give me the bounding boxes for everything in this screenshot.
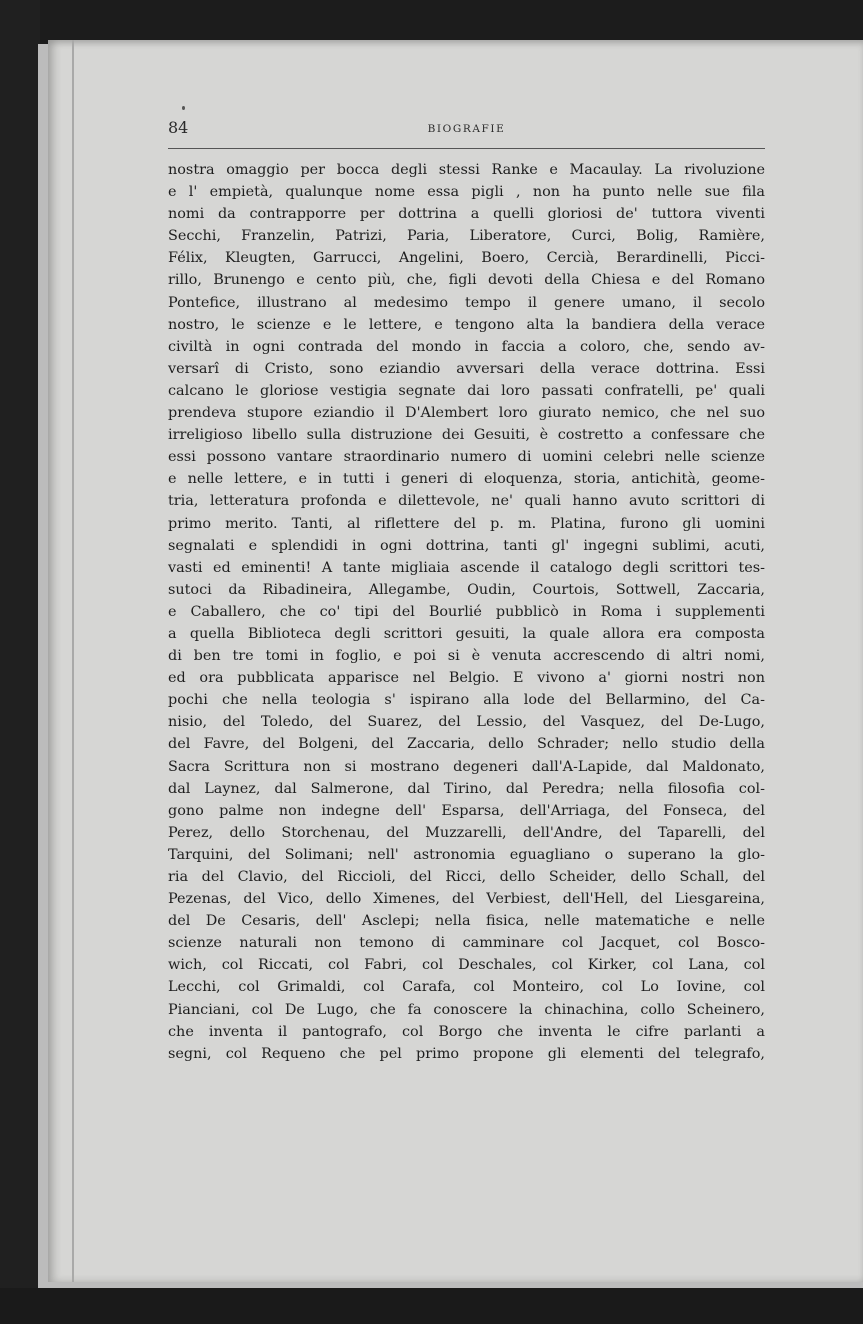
text-line: a quella Biblioteca degli scrittori gesuiti, la quale allora era composta <box>168 625 765 642</box>
text-line: sutoci da Ribadineira, Allegambe, Oudin, Courtois, Sottwell, Zaccaria, <box>168 581 765 598</box>
text-line: e Caballero, che co' tipi del Bourlié pubblicò in Roma i supplementi <box>168 603 765 620</box>
text-line: scienze naturali non temono di camminare col Jacquet, col Bosco- <box>168 935 765 952</box>
text-line: Pontefice, illustrano al medesimo tempo il genere umano, il secolo <box>168 294 765 311</box>
text-line: rillo, Brunengo e cento più, che, figli devoti della Chiesa e del Romano <box>168 272 765 289</box>
scan-background-left <box>0 0 40 1324</box>
text-line: civiltà in ogni contrada del mondo in faccia a coloro, che, sendo av- <box>168 338 765 355</box>
text-line: ria del Clavio, del Riccioli, del Ricci, dello Scheider, dello Schall, del <box>168 869 765 885</box>
text-line: versarî di Cristo, sono eziandio avversari della verace dottrina. Essi <box>168 360 765 377</box>
text-line: nisio, del Toledo, del Suarez, del Lessio, del Vasquez, del De-Lugo, <box>168 714 765 731</box>
text-line: nostro, le scienze e le lettere, e tengono alta la bandiera della verace <box>168 316 765 333</box>
text-line: e nelle lettere, e in tutti i generi di eloquenza, storia, antichità, geome- <box>168 471 765 488</box>
page-number: 84 <box>168 118 189 137</box>
body-text <box>168 159 765 1065</box>
text-line: irreligioso libello sulla distruzione dei Gesuiti, è costretto a confessare che <box>168 427 765 444</box>
text-line: Félix, Kleugten, Garrucci, Angelini, Boero, Cercià, Berardinelli, Picci- <box>168 250 765 267</box>
text-line: segnalati e splendidi in ogni dottrina, tanti gl' ingegni sublimi, acuti, <box>168 537 765 554</box>
text-line: nomi da contrapporre per dottrina a quelli gloriosi de' tuttora viventi <box>168 206 765 223</box>
text-line: di ben tre tomi in foglio, e poi si è venuta accrescendo di altri nomi, <box>168 648 765 665</box>
running-head <box>168 117 765 139</box>
text-line: essi possono vantare straordinario numero di uomini celebri nelle scienze <box>168 449 765 466</box>
scan-background-bottom <box>0 1288 863 1324</box>
running-title: BIOGRAFIE <box>427 123 506 135</box>
text-line: Perez, dello Storchenau, del Muzzarelli, dell'Andre, del Taparelli, del <box>168 824 765 841</box>
text-line: del De Cesaris, dell' Asclepi; nella fisica, nelle matematiche e nelle <box>168 913 765 930</box>
text-line: nostra omaggio per bocca degli stessi Ranke e Macaulay. La rivoluzione <box>168 162 765 178</box>
text-line: Tarquini, del Solimani; nell' astronomia eguagliano o superano la glo- <box>168 846 765 863</box>
text-line: Pezenas, del Vico, dello Ximenes, del Verbiest, dell'Hell, del Liesgareina, <box>168 891 765 908</box>
header-rule <box>168 148 765 149</box>
text-line: Pianciani, col De Lugo, che fa conoscere la chinachina, collo Scheinero, <box>168 1001 765 1018</box>
text-line: wich, col Riccati, col Fabri, col Deschales, col Kirker, col Lana, col <box>168 957 765 974</box>
page-gutter <box>72 40 74 1282</box>
text-line: dal Laynez, dal Salmerone, dal Tirino, dal Peredra; nella filosofia col- <box>168 780 765 797</box>
text-line: gono palme non indegne dell' Esparsa, dell'Arriaga, del Fonseca, del <box>168 802 765 819</box>
text-line: Sacra Scrittura non si mostrano degeneri dall'A-Lapide, dal Maldonato, <box>168 758 765 775</box>
text-line: segni, col Requeno che pel primo propone gli elementi del telegrafo, <box>168 1045 765 1062</box>
text-line: pochi che nella teologia s' ispirano alla lode del Bellarmino, del Ca- <box>168 692 765 709</box>
text-line: vasti ed eminenti! A tante migliaia ascende il catalogo degli scrittori tes- <box>168 559 765 576</box>
text-line: del Favre, del Bolgeni, del Zaccaria, dello Schrader; nello studio della <box>168 736 765 753</box>
text-line: tria, letteratura profonda e dilettevole, ne' quali hanno avuto scrittori di <box>168 493 765 510</box>
text-line: prendeva stupore eziandio il D'Alembert loro giurato nemico, che nel suo <box>168 405 765 422</box>
text-line: ed ora pubblicata apparisce nel Belgio. E vivono a' giorni nostri non <box>168 670 765 687</box>
text-line: che inventa il pantografo, col Borgo che inventa le cifre parlanti a <box>168 1023 765 1040</box>
text-line: primo merito. Tanti, al riflettere del p. m. Platina, furono gli uomini <box>168 515 765 532</box>
text-line: calcano le gloriose vestigia segnate dai loro passati confratelli, pe' quali <box>168 382 765 399</box>
paper-speck <box>182 106 185 110</box>
text-line: Lecchi, col Grimaldi, col Carafa, col Monteiro, col Lo Iovine, col <box>168 979 765 996</box>
text-line: Secchi, Franzelin, Patrizi, Paria, Liberatore, Curci, Bolig, Ramière, <box>168 228 765 245</box>
text-line: e l' empietà, qualunque nome essa pigli , non ha punto nelle sue fila <box>168 184 765 201</box>
